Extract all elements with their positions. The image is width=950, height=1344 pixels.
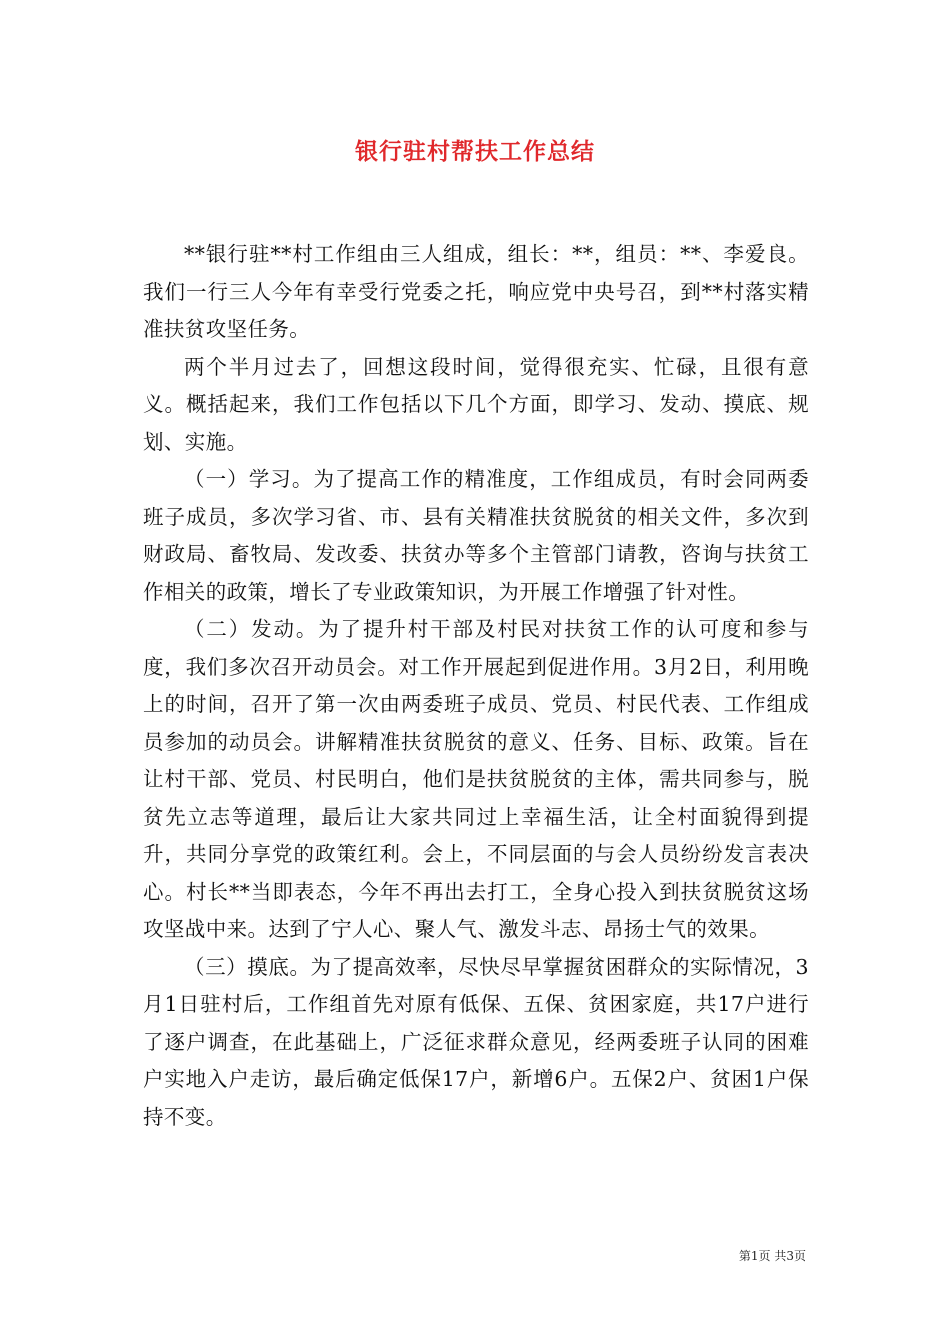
document-title: 银行驻村帮扶工作总结 <box>355 139 595 165</box>
page-number-footer: 第1页 共3页 <box>738 1249 806 1263</box>
paragraph-survey: （三）摸底。为了提高效率，尽快尽早掌握贫困群众的实际情况，3月1日驻村后，工作组首先对原有低保、五保、贫困家庭，共17户进行了逐户调查，在此基础上，广泛征求群众意见，经两委班子认同的困难户实地入户走访，最后确定低保17户，新增6户。五保2户、贫困1户保持不变。 <box>143 954 809 1129</box>
paragraph-mobilize: （二）发动。为了提升村干部及村民对扶贫工作的认可度和参与度，我们多次召开动员会。对工作开展起到促进作用。3月2日，利用晚上的时间，召开了第一次由两委班子成员、党员、村民代表、工作组成员参加的动员会。讲解精准扶贫脱贫的意义、任务、目标、政策。旨在让村干部、党员、村民明白，他们是扶贫脱贫的主体，需共同参与，脱贫先立志等道理，最后让大家共同过上幸福生活，让全村面貌得到提升，共同分享党的政策红利。会上，不同层面的与会人员纷纷发言表决心。村长**当即表态，今年不再出去打工，全身心投入到扶贫脱贫这场攻坚战中来。达到了宁人心、聚人气、激发斗志、昂扬士气的效果。 <box>143 617 809 941</box>
paragraph-intro: **银行驻**村工作组由三人组成，组长：**，组员：**、李爱良。我们一行三人今年有幸受行党委之托，响应党中央号召，到**村落实精准扶贫攻坚任务。 <box>143 242 809 341</box>
document-body <box>143 236 809 1136</box>
paragraph-overview: 两个半月过去了，回想这段时间，觉得很充实、忙碌，且很有意义。概括起来，我们工作包括以下几个方面，即学习、发动、摸底、规划、实施。 <box>143 354 809 454</box>
paragraph-study: （一）学习。为了提高工作的精准度，工作组成员，有时会同两委班子成员，多次学习省、市、县有关精准扶贫脱贫的相关文件，多次到财政局、畜牧局、发改委、扶贫办等多个主管部门请教，咨询与扶贫工作相关的政策，增长了专业政策知识，为开展工作增强了针对性。 <box>143 467 809 604</box>
